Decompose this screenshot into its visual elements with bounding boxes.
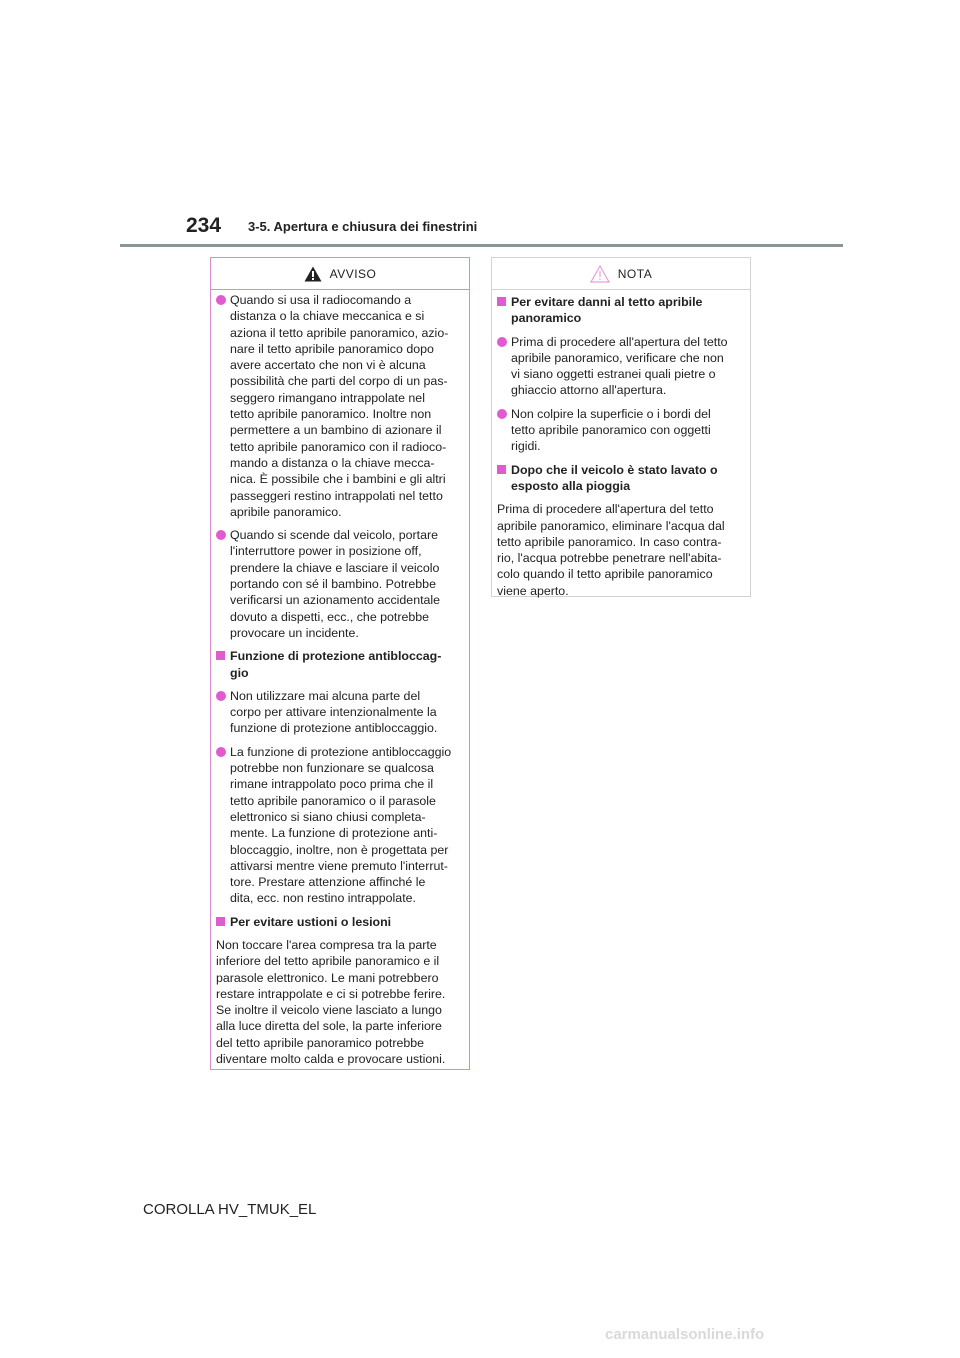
text-line: esposto alla pioggia [511, 478, 631, 493]
notice-box-header [492, 258, 750, 290]
bullet-icon [216, 747, 226, 757]
text-line: bloccaggio, inoltre, non è progettata per [230, 842, 449, 857]
text-line: tetto apribile panoramico. In caso contra- [497, 534, 722, 549]
text-line: avere accertato che non vi è alcuna [230, 358, 426, 373]
caution-triangle-outline-icon [590, 265, 610, 283]
text-line: tetto apribile panoramico. Inoltre non [230, 407, 432, 422]
text-line: panoramico [511, 311, 582, 326]
text-line: inferiore del tetto apribile panoramico e il [216, 954, 440, 969]
text-line: colo quando il tetto apribile panoramico [497, 567, 713, 582]
text-line: Quando si scende dal veicolo, portare [230, 528, 439, 543]
text-line: apribile panoramico, eliminare l'acqua dal [497, 518, 725, 533]
page-number: 234 [186, 214, 222, 237]
text-line: mente. La funzione di protezione anti- [230, 826, 438, 841]
text-line: l'interruttore power in posizione off, [230, 544, 422, 559]
text-line: permettere a un bambino di azionare il [230, 423, 442, 438]
warning-box [210, 257, 470, 1070]
warning-item-leaving-text [230, 527, 463, 641]
watermark: carmanualsonline.info [605, 1326, 765, 1343]
text-line: possibilità che parti del corpo di un pas- [230, 374, 448, 389]
warning-heading-antipinch-text [230, 648, 463, 681]
text-line: rio, l'acqua potrebbe penetrare nell'abita- [497, 551, 722, 566]
warning-heading-burns [216, 914, 463, 930]
text-line: tetto apribile panoramico con il radioco- [230, 439, 447, 454]
text-line: potrebbe non funzionare se qualcosa [230, 761, 434, 776]
bullet-icon [216, 691, 226, 701]
square-bullet-icon [216, 651, 225, 660]
section-title: 3-5. Apertura e chiusura dei finestrini [248, 219, 478, 234]
square-bullet-icon [497, 297, 506, 306]
text-line: seggero rimangano intrappolate nel [230, 390, 425, 405]
text-line: Per evitare ustioni o lesioni [230, 914, 392, 929]
warning-item-body-part [216, 688, 463, 737]
bullet-icon [216, 295, 226, 305]
square-bullet-icon [216, 917, 225, 926]
text-line: nica. È possibile che i bambini e gli altri [230, 472, 446, 487]
notice-paragraph-washing [497, 501, 744, 599]
warning-label: AVVISO [329, 266, 377, 281]
text-line: dovuto a dispetti, ecc., che potrebbe [230, 609, 430, 624]
warning-box-body [211, 290, 469, 1067]
warning-paragraph-burns [216, 937, 463, 1067]
text-line: Funzione di protezione antibloccag- [230, 649, 442, 664]
notice-box-body [492, 290, 750, 599]
text-line: mando a distanza o la chiave mecca- [230, 455, 435, 470]
text-line: alla luce diretta del sole, la parte inferiore [216, 1019, 442, 1034]
text-line: diventare molto calda e provocare ustioni. [216, 1052, 446, 1067]
text-line: passeggeri restino intrappolati nel tetto [230, 488, 443, 503]
text-line: del tetto apribile panoramico potrebbe [216, 1035, 425, 1050]
text-line: rimane intrappolato poco prima che il [230, 777, 434, 792]
text-line: aziona il tetto apribile panoramico, azio- [230, 325, 449, 340]
text-line: Prima di procedere all'apertura del tetto [497, 502, 714, 517]
text-line: elettronico si siano chiusi completa- [230, 809, 426, 824]
text-line: Per evitare danni al tetto apribile [511, 295, 703, 309]
text-line: tetto apribile panoramico o il parasole [230, 793, 436, 808]
warning-heading-antipinch [216, 648, 463, 681]
warning-item-leaving [216, 527, 463, 641]
text-line: funzione di protezione antibloccaggio. [230, 721, 438, 736]
notice-heading-damage-text [511, 294, 744, 327]
text-line: Quando si usa il radiocomando a [230, 293, 412, 307]
notice-label: NOTA [617, 266, 653, 281]
text-line: portando con sé il bambino. Potrebbe [230, 577, 436, 592]
text-line: tetto apribile panoramico con oggetti [511, 423, 711, 438]
notice-item-foreign-objects [497, 334, 744, 399]
text-line: verificarsi un azionamento accidentale [230, 593, 441, 608]
notice-heading-washing-text [511, 462, 744, 495]
text-line: restare intrappolate e ci si potrebbe ferire. [216, 986, 446, 1001]
footer-model: COROLLA HV_TMUK_EL [143, 1201, 317, 1218]
text-line: dita, ecc. non restino intrappolate. [230, 891, 416, 906]
text-line: provocare un incidente. [230, 625, 359, 640]
text-line: Prima di procedere all'apertura del tetto [511, 334, 728, 349]
text-line: attivarsi mentre viene premuto l'interrut- [230, 858, 448, 873]
text-line: rigidi. [511, 439, 541, 454]
text-line: apribile panoramico. [230, 504, 342, 519]
text-line: vi siano oggetti estranei quali pietre o [511, 367, 716, 382]
warning-box-header [211, 258, 469, 290]
header-rule [120, 244, 843, 247]
warning-item-antipinch-fail [216, 744, 463, 907]
text-line: ghiaccio attorno all'apertura. [511, 383, 667, 398]
notice-box [491, 257, 751, 597]
square-bullet-icon [497, 465, 506, 474]
text-line: apribile panoramico, verificare che non [511, 350, 724, 365]
text-line: gio [230, 665, 249, 680]
warning-heading-burns-text [230, 914, 463, 930]
text-line: Non toccare l'area compresa tra la parte [216, 937, 437, 952]
text-line: Se inoltre il veicolo viene lasciato a lungo [216, 1003, 442, 1018]
notice-heading-washing [497, 462, 744, 495]
notice-item-no-hit-text [511, 406, 744, 455]
bullet-icon [497, 337, 507, 347]
text-line: tore. Prestare attenzione affinché le [230, 875, 426, 890]
text-line: Non utilizzare mai alcuna parte del [230, 688, 421, 703]
bullet-icon [216, 530, 226, 540]
notice-item-foreign-objects-text [511, 334, 744, 399]
notice-item-no-hit [497, 406, 744, 455]
text-line: parasole elettronico. Le mani potrebbero [216, 970, 439, 985]
warning-item-antipinch-fail-text [230, 744, 463, 907]
warning-triangle-icon [304, 266, 322, 282]
text-line: distanza o la chiave meccanica e si [230, 309, 425, 324]
text-line: viene aperto. [497, 583, 569, 598]
text-line: prendere la chiave e lasciare il veicolo [230, 560, 440, 575]
text-line: corpo per attivare intenzionalmente la [230, 705, 437, 720]
notice-heading-damage [497, 294, 744, 327]
text-line: nare il tetto apribile panoramico dopo [230, 341, 434, 356]
warning-item-remote [216, 292, 463, 520]
text-line: Dopo che il veicolo è stato lavato o [511, 462, 718, 477]
warning-item-body-part-text [230, 688, 463, 737]
bullet-icon [497, 409, 507, 419]
warning-item-remote-text [230, 292, 463, 520]
text-line: Non colpire la superficie o i bordi del [511, 406, 711, 421]
text-line: La funzione di protezione antibloccaggio [230, 744, 452, 759]
